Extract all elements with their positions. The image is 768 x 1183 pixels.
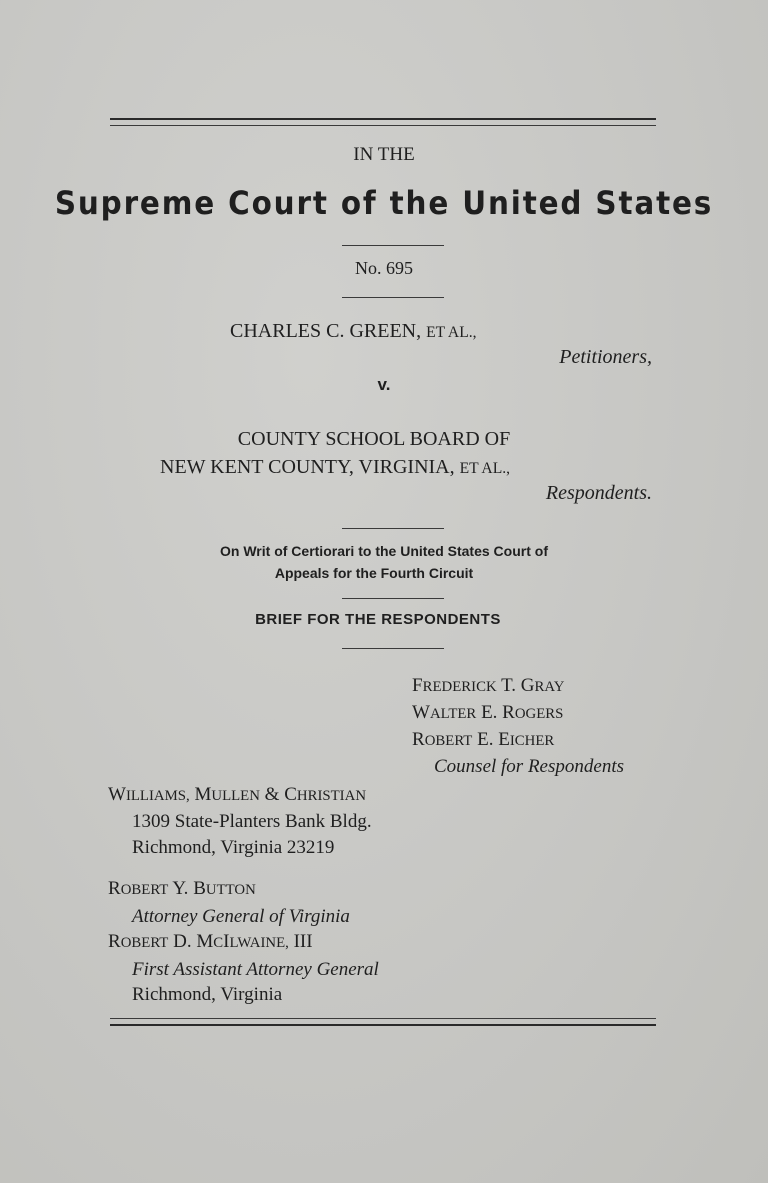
respondent-et-al: ET AL.,: [459, 460, 511, 477]
rule-below-title: [342, 648, 444, 649]
respondent-line-2: [160, 456, 510, 479]
rule-above-number: [342, 245, 444, 246]
rule-above-title: [342, 598, 444, 599]
ag-name-1: ROBERT Y. BUTTON: [108, 878, 256, 899]
firm-address-1: 1309 State-Planters Bank Bldg.: [132, 811, 372, 832]
counsel-role: Counsel for Respondents: [434, 756, 624, 777]
attorney-general-block: [108, 876, 379, 1008]
court-name: Supreme Court of the United States: [54, 184, 714, 222]
petitioner-role: Petitioners,: [559, 346, 652, 368]
writ-line-1: On Writ of Certiorari to the United States Court of: [220, 543, 548, 559]
writ-line-2: Appeals for the Fourth Circuit: [274, 565, 474, 581]
brief-title: BRIEF FOR THE RESPONDENTS: [255, 611, 501, 628]
counsel-block: [412, 673, 624, 780]
petitioner-et-al: ET AL.,: [426, 324, 477, 341]
respondent-name-2: NEW KENT COUNTY, VIRGINIA,: [160, 456, 455, 478]
counsel-name-3: ROBERT E. EICHER: [412, 729, 555, 750]
ag-title-2: First Assistant Attorney General: [132, 958, 379, 980]
court-name-wrap: [0, 184, 768, 222]
petitioner-name: CHARLES C. GREEN,: [230, 320, 422, 342]
rule-above-writ: [342, 528, 444, 529]
case-number: No. 695: [355, 258, 413, 278]
firm-block: [108, 782, 372, 861]
rule-below-number: [342, 297, 444, 298]
counsel-name-1: FREDERICK T. GRAY: [412, 675, 565, 696]
in-the-label: IN THE: [353, 144, 415, 165]
top-double-rule: [110, 118, 656, 126]
respondent-line-1: COUNTY SCHOOL BOARD OF: [237, 428, 511, 450]
ag-name-2: ROBERT D. MCILWAINE, III: [108, 931, 313, 952]
firm-address-2: Richmond, Virginia 23219: [132, 837, 335, 858]
counsel-name-2: WALTER E. ROGERS: [412, 702, 564, 723]
respondent-role: Respondents.: [545, 482, 652, 504]
petitioner-line: [230, 320, 477, 343]
versus: v.: [377, 375, 391, 394]
ag-city: Richmond, Virginia: [132, 984, 283, 1005]
firm-name: WILLIAMS, MULLEN & CHRISTIAN: [108, 784, 367, 805]
ag-title-1: Attorney General of Virginia: [132, 905, 350, 927]
bottom-double-rule: [110, 1018, 656, 1026]
